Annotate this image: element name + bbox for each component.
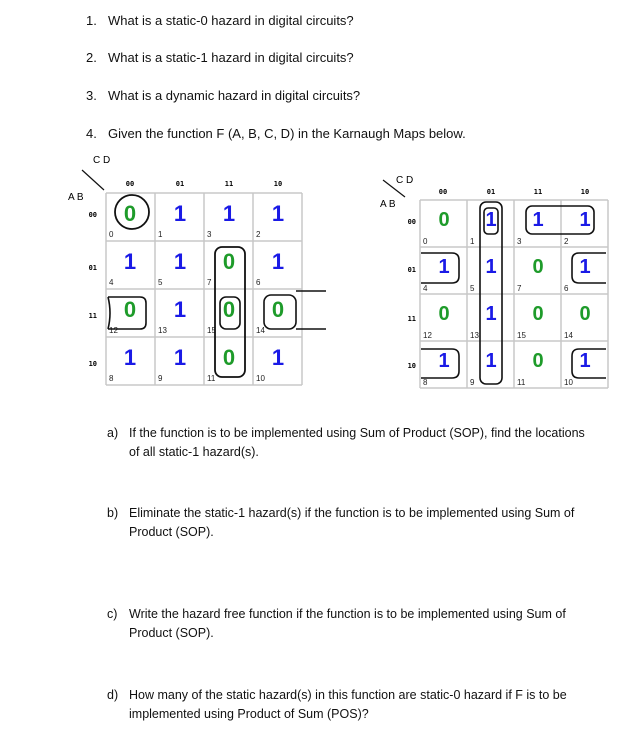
- cell-index: 0: [423, 237, 428, 246]
- right-col-header: 00: [438, 188, 448, 196]
- cell-index: 14: [256, 326, 265, 335]
- cell-index: 4: [109, 278, 114, 287]
- cell-value: 1: [532, 209, 544, 231]
- cell-value: 1: [123, 345, 137, 370]
- cell-value: 0: [579, 303, 591, 325]
- subquestion-text: Eliminate the static-1 hazard(s) if the function is to be implemented using Sum of Product (SOP).: [129, 506, 575, 539]
- wrap-group-row-11-right: [296, 291, 326, 329]
- left-col-header: 10: [273, 180, 283, 188]
- cell-value: 1: [438, 350, 450, 372]
- question-text: What is a static-0 hazard in digital circuits?: [108, 13, 354, 28]
- left-row-header: 00: [88, 211, 97, 219]
- cell-index: 3: [517, 237, 522, 246]
- cell-value: 1: [579, 256, 591, 278]
- cell-value: 0: [438, 209, 450, 231]
- cell-value: 1: [173, 297, 187, 322]
- cell-index: 9: [158, 374, 163, 383]
- left-kmap: [68, 155, 326, 385]
- cell-value: 1: [485, 256, 497, 278]
- subquestion-label: d): [107, 688, 119, 702]
- subquestion-text: How many of the static hazard(s) in this function are static-0 hazard if F is to be implemented using Product of Sum (POS)?: [129, 688, 567, 721]
- cell-value: 1: [271, 345, 285, 370]
- left-groupings: [108, 195, 326, 377]
- cell-value: 1: [485, 209, 497, 231]
- right-col-header: 10: [580, 188, 590, 196]
- cell-value: 0: [438, 303, 450, 325]
- subquestion-label: b): [107, 506, 119, 520]
- right-row-header: 01: [407, 266, 416, 274]
- question-text: Given the function F (A, B, C, D) in the Karnaugh Maps below.: [108, 126, 466, 141]
- question-number: 3.: [86, 88, 97, 103]
- cell-index: 7: [207, 278, 212, 287]
- right-cd-label: C D: [396, 175, 414, 186]
- right-row-header: 11: [407, 315, 416, 323]
- cell-index: 2: [564, 237, 569, 246]
- question-number: 4.: [86, 126, 97, 141]
- question-text: What is a dynamic hazard in digital circuits?: [108, 88, 361, 103]
- cell-index: 13: [158, 326, 167, 335]
- cell-value: 1: [438, 256, 450, 278]
- cell-value: 1: [173, 345, 187, 370]
- cell-value: 0: [532, 350, 544, 372]
- cell-value: 0: [222, 297, 236, 322]
- cell-value: 1: [173, 201, 187, 226]
- cell-value: 1: [123, 249, 137, 274]
- cell-value: 1: [485, 350, 497, 372]
- left-cd-label: C D: [93, 155, 111, 166]
- subquestion-label: c): [107, 607, 118, 621]
- cell-value: 0: [123, 201, 137, 226]
- question-number: 2.: [86, 50, 97, 65]
- cell-index: 7: [517, 284, 522, 293]
- cell-index: 13: [470, 331, 479, 340]
- left-diagonal-line: [82, 170, 104, 190]
- right-row-header: 10: [407, 362, 416, 370]
- cell-index: 3: [207, 230, 212, 239]
- cell-index: 6: [564, 284, 569, 293]
- cell-value: 1: [271, 201, 285, 226]
- cell-index: 14: [564, 331, 573, 340]
- subquestion-text: Write the hazard free function if the function is to be implemented using Sum of Product (SOP).: [129, 607, 566, 640]
- cell-index: 4: [423, 284, 428, 293]
- left-col-header: 11: [224, 180, 234, 188]
- cell-index: 8: [423, 378, 428, 387]
- cell-value: 0: [532, 303, 544, 325]
- cell-value: 1: [579, 209, 591, 231]
- right-col-header: 11: [533, 188, 543, 196]
- cell-value: 1: [579, 350, 591, 372]
- cell-index: 1: [158, 230, 163, 239]
- left-row-header: 10: [88, 360, 97, 368]
- cell-index: 5: [158, 278, 163, 287]
- cell-index: 5: [470, 284, 475, 293]
- cell-value: 0: [222, 345, 236, 370]
- cell-value: 1: [485, 303, 497, 325]
- cell-index: 6: [256, 278, 261, 287]
- left-col-header: 01: [175, 180, 185, 188]
- cell-index: 11: [207, 374, 216, 383]
- cell-index: 0: [109, 230, 114, 239]
- cell-value: 1: [173, 249, 187, 274]
- cell-value: 1: [222, 201, 236, 226]
- right-kmap: [380, 175, 608, 388]
- cell-index: 12: [423, 331, 432, 340]
- cell-index: 10: [564, 378, 573, 387]
- cell-index: 15: [207, 326, 216, 335]
- cell-index: 15: [517, 331, 526, 340]
- cell-index: 9: [470, 378, 475, 387]
- question-number: 1.: [86, 13, 97, 28]
- subquestion-label: a): [107, 426, 119, 440]
- cell-value: 0: [222, 249, 236, 274]
- cell-value: 1: [271, 249, 285, 274]
- subquestion-text: If the function is to be implemented using Sum of Product (SOP), find the locations of all static-1 hazard(s).: [129, 426, 585, 459]
- cell-value: 0: [123, 297, 137, 322]
- cell-value: 0: [271, 297, 285, 322]
- cell-index: 1: [470, 237, 475, 246]
- left-col-header: 00: [125, 180, 135, 188]
- right-col-header: 01: [486, 188, 496, 196]
- cell-index: 8: [109, 374, 114, 383]
- right-row-header: 00: [407, 218, 416, 226]
- cell-index: 10: [256, 374, 265, 383]
- cell-value: 0: [532, 256, 544, 278]
- cell-index: 11: [517, 378, 526, 387]
- left-row-header: 01: [88, 264, 97, 272]
- cell-index: 2: [256, 230, 261, 239]
- question-text: What is a static-1 hazard in digital circuits?: [108, 50, 354, 65]
- left-ab-label: A B: [68, 192, 84, 203]
- left-row-header: 11: [88, 312, 97, 320]
- cell-index: 12: [109, 326, 118, 335]
- right-ab-label: A B: [380, 199, 396, 210]
